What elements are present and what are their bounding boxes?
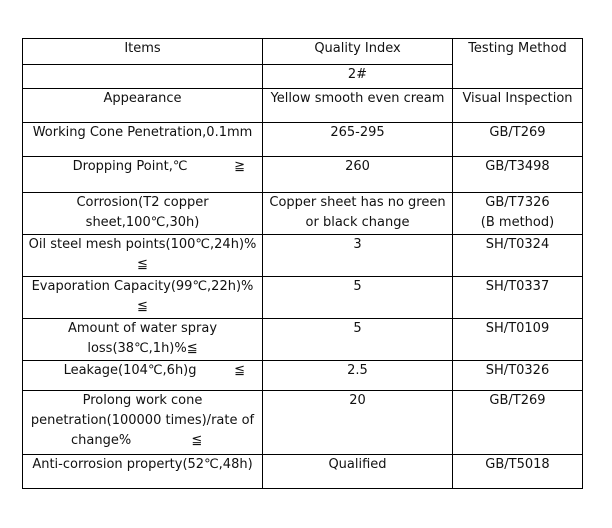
table-row [23,89,583,123]
row-method: SH/T0109 [453,319,583,361]
row-value: 5 [263,277,453,319]
row-item-line3: change% [71,433,132,448]
row-symbol: ≦ [234,363,245,378]
table-row [23,235,583,277]
row-item-line2: penetration(100000 times)/rate of [30,413,255,428]
row-value: 265-295 [263,123,453,157]
row-item: Anti-corrosion property(52℃,48h) [23,455,263,489]
quality-spec-table [22,38,583,489]
row-value: 2.5 [263,361,453,391]
row-method: SH/T0337 [453,277,583,319]
table-row [23,123,583,157]
row-method: GB/T3498 [453,157,583,193]
row-item-cell [23,361,263,391]
row-symbol: ≦ [137,299,148,314]
table-header-row [23,39,583,65]
row-value: Qualified [263,455,453,489]
row-item-cell [23,277,263,319]
header-testing-method: Testing Method [453,39,583,89]
header-quality-index: Quality Index [263,39,453,65]
row-item-cell [23,193,263,235]
row-value: 5 [263,319,453,361]
row-item-line1: Corrosion(T2 copper [76,195,209,210]
row-method: SH/T0324 [453,235,583,277]
row-value-line2: or black change [305,215,410,230]
table-row [23,455,583,489]
row-method-line1: GB/T7326 [485,195,550,210]
header-items: Items [23,39,263,65]
row-item-line3-wrap [26,431,259,451]
row-value: 20 [263,391,453,455]
row-method: SH/T0326 [453,361,583,391]
header-items-blank [23,65,263,89]
row-item-line2: sheet,100℃,30h) [85,215,200,230]
table-row [23,157,583,193]
table-row [23,193,583,235]
row-item: Appearance [23,89,263,123]
row-method: GB/T269 [453,391,583,455]
row-item-cell [23,157,263,193]
row-value: 260 [263,157,453,193]
row-method: Visual Inspection [453,89,583,123]
row-symbol: ≦ [191,433,203,448]
row-item: Working Cone Penetration,0.1mm [23,123,263,157]
row-item: Oil steel mesh points(100℃,24h)% [28,237,257,252]
row-item-line2: loss(38℃,1h)%≦ [87,341,198,356]
row-method: GB/T269 [453,123,583,157]
row-method-cell [453,193,583,235]
table-row [23,361,583,391]
row-item-cell [23,319,263,361]
row-value: 3 [263,235,453,277]
row-item-cell [23,391,263,455]
row-symbol: ≦ [137,257,148,272]
row-item: Leakage(104℃,6h)g [63,363,197,378]
row-symbol: ≧ [234,159,245,174]
row-method-line2: (B method) [480,215,555,230]
row-value-line1: Copper sheet has no green [269,195,446,210]
header-grade: 2# [263,65,453,89]
table-row [23,277,583,319]
row-item: Dropping Point,℃ [72,159,188,174]
row-item-cell [23,235,263,277]
row-item-line1: Amount of water spray [67,321,218,336]
table-row [23,319,583,361]
row-method: GB/T5018 [453,455,583,489]
table-row [23,391,583,455]
row-value: Yellow smooth even cream [263,89,453,123]
row-item: Evaporation Capacity(99℃,22h)% [31,279,254,294]
row-item-line1: Prolong work cone [82,393,203,408]
row-value-cell [263,193,453,235]
